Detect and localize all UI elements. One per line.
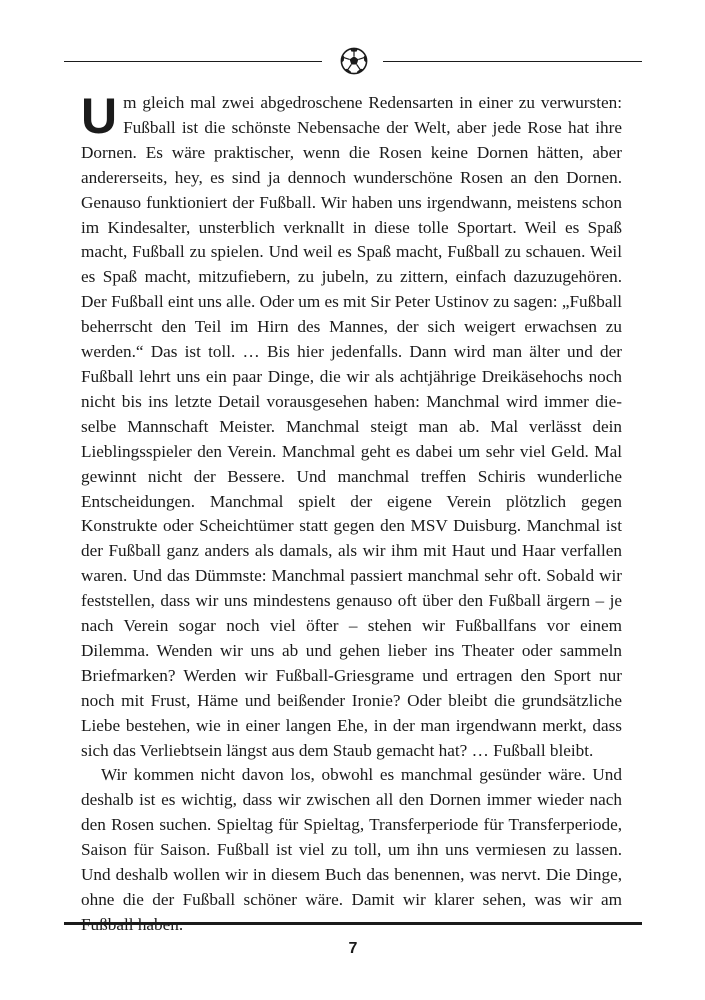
paragraph-2: Wir kommen nicht davon los, obwohl es manchmal gesünder wäre. Und deshalb ist es wichtig, dass wir zwischen all den Dornen immer wieder nach den Rosen suchen. Spieltag für Spieltag, Transferperiode für Transferperiode, Saison für Saison. Fußball ist viel zu toll, um ihn uns vermiesen zu lassen. Und deshalb wollen wir in diesem Buch das benennen, was nervt. Die Dinge, ohne die der Fußball schöner wäre. Damit wir klarer sehen, was wir am Fußball haben. (81, 765, 622, 934)
paragraph-1 (81, 88, 622, 763)
drop-cap: U (81, 88, 118, 144)
article-body (81, 88, 622, 938)
header-rule-left (64, 61, 322, 62)
soccer-ball-icon (340, 47, 368, 75)
page-header (64, 44, 642, 78)
header-rule-right (383, 61, 642, 62)
page-number: 7 (348, 940, 358, 957)
footer-rule (64, 922, 642, 925)
paragraph-1-text: m gleich mal zwei abgedroschene Redensarten in einer zu verwursten: Fußball ist die schönste Nebensache der Welt, aber jede Rose hat ihre Dornen. Es wäre praktischer, wenn die Rosen keine Dornen hätten, aber andererseits, hey, es sind ja dennoch wunderschöne Rosen an den Dornen. Genauso funktioniert der Fußball. Wir haben uns irgendwann, meistens schon im Kindesalter, unsterblich verknallt in diese tolle Sportart. Weil es Spaß macht, Fußball zu spielen. Und weil es Spaß macht, Fußball zu schauen. Weil es Spaß macht, mitzufiebern, zu jubeln, zu zittern, einfach dazuzugehören. Der Fußball eint uns alle. Oder um es mit Sir Peter Ustinov zu sagen: „Fußball beherrscht den Teil im Hirn des Mannes, der sich weigert erwachsen zu werden.“ Das ist toll. … Bis hier jedenfalls. Dann wird man älter und der Fußball lehrt uns ein paar Dinge, die wir als achtjährige Dreikäsehochs noch nicht bis ins letzte Detail vorausgesehen haben: Manchmal wird immer dieselbe Mannschaft Meister. Manchmal steigt man ab. Mal verlässt dein Lieblingsspieler den Verein. Manchmal geht es dabei um sehr viel Geld. Mal gewinnt nicht der Bessere. Und manchmal treffen Schiris wunderliche Entscheidungen. Manchmal spielt der eigene Verein plötzlich gegen Konstrukte oder Scheichtümer statt gegen den MSV Duisburg. Manchmal ist der Fußball ganz anders als damals, als wir ihm mit Haut und Haar verfallen waren. Und das Dümmste: Manchmal passiert manchmal sehr oft. Sobald wir feststellen, dass wir uns mindestens genauso oft über den Fußball ärgern – je nach Verein sogar noch viel öfter – stehen wir Fußballfans vor einem Dilemma. Wenden wir uns ab und gehen lieber ins Theater oder sammeln Briefmarken? Werden wir Fußball-Griesgrame und ertragen den Sport nur noch mit Frust, Häme und beißender Ironie? Oder bleibt die grundsätzliche Liebe bestehen, wie in einer langen Ehe, in der man irgendwann merkt, dass sich das Verliebtsein längst aus dem Staub gemacht hat? … Fußball bleibt. (81, 93, 622, 760)
